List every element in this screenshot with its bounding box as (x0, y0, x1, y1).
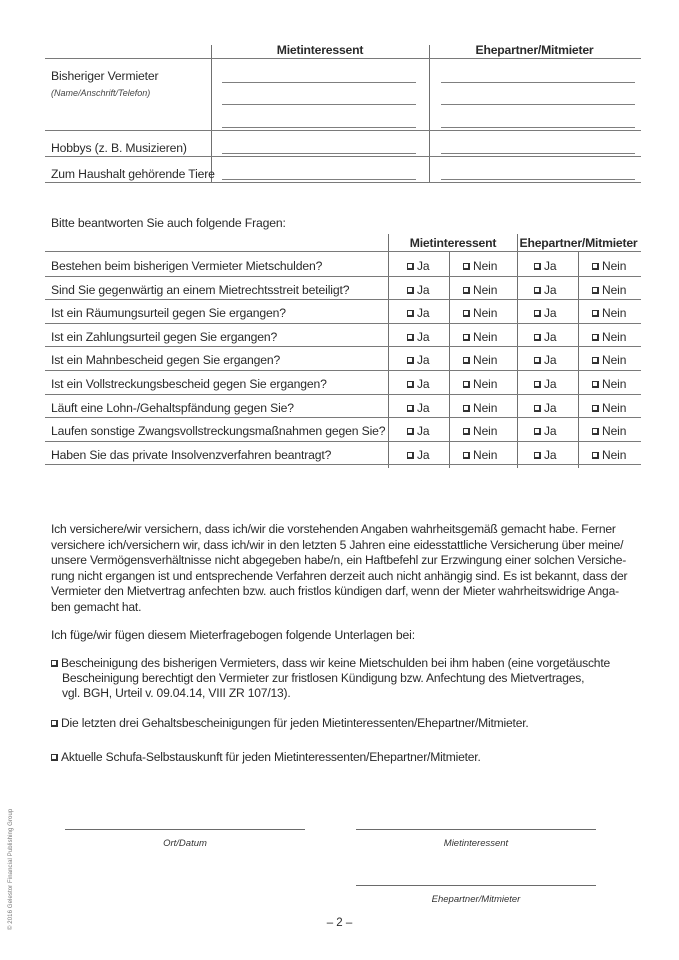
checkbox-icon (407, 310, 414, 317)
checkbox-icon (534, 287, 541, 294)
partner-landlord-field-line-1[interactable] (441, 82, 635, 83)
partner-signature-label: Ehepartner/Mitmieter (431, 894, 521, 905)
checkbox-label: Ja (544, 282, 557, 297)
checkbox-label: Ja (417, 447, 430, 462)
checkbox-icon (407, 452, 414, 459)
attachment-text: Bescheinigung des bisherigen Vermieters, dass wir keine Mietschulden bei ihm haben (eine vorgetäuschte (61, 656, 611, 670)
row-label-previous-landlord: Bisheriger Vermieter (51, 69, 159, 83)
partner-hobbies-field[interactable] (441, 153, 635, 154)
tenant-no-checkbox[interactable] (463, 377, 497, 391)
tenant-no-checkbox[interactable] (463, 424, 497, 438)
checkbox-icon (463, 381, 470, 388)
checkbox-label: Nein (602, 400, 627, 415)
partner-yes-checkbox[interactable] (534, 424, 556, 438)
partner-yes-checkbox[interactable] (534, 306, 556, 320)
tenant-yes-checkbox[interactable] (407, 283, 429, 297)
row-rule (45, 417, 641, 418)
partner-no-checkbox[interactable] (592, 259, 626, 273)
partner-yes-checkbox[interactable] (534, 283, 556, 297)
checkbox-icon (407, 263, 414, 270)
partner-yes-checkbox[interactable] (534, 448, 556, 462)
checkbox-label: Nein (602, 259, 627, 273)
row-rule (45, 276, 641, 277)
partner-yes-checkbox[interactable] (534, 377, 556, 391)
checkbox-icon (592, 405, 599, 412)
checkbox-icon (463, 263, 470, 270)
declaration-line: ben gemacht hat. (51, 599, 142, 614)
tenant-landlord-field-line-3[interactable] (222, 127, 416, 128)
checkbox-label: Nein (602, 447, 627, 462)
question-text: Ist ein Zahlungsurteil gegen Sie ergangen? (51, 329, 278, 344)
checkbox-label: Ja (544, 306, 557, 321)
checkbox-label: Ja (417, 306, 430, 321)
tenant-no-checkbox[interactable] (463, 448, 497, 462)
attachment-text: Bescheinigung berechtigt den Vermieter zur fristlosen Kündigung bzw. Anfechtung des Mietvertrages, (62, 671, 585, 685)
column-divider (429, 45, 430, 183)
place-date-signature-line[interactable] (65, 829, 305, 830)
checkbox-label: Ja (544, 377, 557, 391)
tenant-no-checkbox[interactable] (463, 353, 497, 367)
column-divider (211, 45, 212, 183)
partner-no-checkbox[interactable] (592, 330, 626, 344)
checkbox-icon[interactable] (51, 754, 58, 761)
partner-landlord-field-line-3[interactable] (441, 127, 635, 128)
checkbox-label: Ja (417, 400, 430, 415)
partner-yes-checkbox[interactable] (534, 401, 556, 415)
row-rule (45, 130, 641, 131)
tenant-no-checkbox[interactable] (463, 306, 497, 320)
checkbox-label: Nein (473, 329, 498, 344)
checkbox-icon[interactable] (51, 660, 58, 667)
question-text: Ist ein Mahnbescheid gegen Sie ergangen? (51, 353, 281, 368)
column-header-partner: Ehepartner/Mitmieter (475, 43, 594, 57)
checkbox-icon (592, 381, 599, 388)
attachment-text: Die letzten drei Gehaltsbescheinigungen für jeden Mietinteressenten/Ehepartner/Mitmieter. (61, 716, 529, 730)
question-text: Ist ein Vollstreckungsbescheid gegen Sie ergangen? (51, 377, 327, 391)
tenant-landlord-field-line-2[interactable] (222, 104, 416, 105)
partner-landlord-field-line-2[interactable] (441, 104, 635, 105)
checkbox-icon (407, 428, 414, 435)
question-text: Haben Sie das private Insolvenzverfahren beantragt? (51, 447, 332, 462)
checkbox-icon (463, 428, 470, 435)
checkbox-label: Ja (544, 259, 557, 273)
checkbox-label: Nein (602, 377, 627, 391)
checkbox-label: Nein (602, 353, 627, 368)
column-divider (388, 234, 389, 468)
checkbox-icon (592, 334, 599, 341)
checkbox-icon (407, 405, 414, 412)
row-rule (45, 182, 641, 183)
row-label-hobbies: Hobbys (z. B. Musizieren) (51, 141, 187, 155)
row-rule (45, 464, 641, 465)
checkbox-icon (407, 334, 414, 341)
checkbox-icon (592, 428, 599, 435)
tenant-hobbies-field[interactable] (222, 153, 416, 154)
checkbox-icon (463, 357, 470, 364)
place-date-label: Ort/Datum (163, 838, 207, 849)
column-divider (449, 251, 450, 468)
checkbox-label: Ja (544, 400, 557, 415)
partner-yes-checkbox[interactable] (534, 353, 556, 367)
checkbox-icon (534, 263, 541, 270)
checkbox-label: Nein (473, 447, 498, 462)
declaration-line: rung nicht ergangen ist und entsprechende Verfahren derzeit auch nicht anhängig sind. Es ist bekannt, dass der (51, 568, 628, 583)
tenant-no-checkbox[interactable] (463, 283, 497, 297)
question-column-header-partner: Ehepartner/Mitmieter (519, 236, 638, 250)
declaration-line: Vermieter den Mietvertrag anfechten bzw. auch fristlos kündigen darf, wenn der Mieter wahrheitswidrige Anga- (51, 584, 619, 598)
checkbox-icon (534, 310, 541, 317)
header-rule (45, 58, 641, 59)
partner-no-checkbox[interactable] (592, 401, 626, 415)
checkbox-icon (463, 287, 470, 294)
questions-intro: Bitte beantworten Sie auch folgende Fragen: (51, 216, 286, 230)
checkbox-label: Nein (473, 282, 498, 297)
checkbox-icon (534, 428, 541, 435)
row-rule (45, 441, 641, 442)
question-text: Ist ein Räumungsurteil gegen Sie ergangen? (51, 306, 286, 321)
row-sublabel-previous-landlord: (Name/Anschrift/Telefon) (51, 88, 151, 98)
checkbox-icon (534, 334, 541, 341)
tenant-landlord-field-line-1[interactable] (222, 82, 416, 83)
checkbox-icon (407, 381, 414, 388)
column-divider (578, 251, 579, 468)
partner-no-checkbox[interactable] (592, 306, 626, 320)
checkbox-label: Nein (473, 400, 498, 415)
checkbox-icon (407, 287, 414, 294)
checkbox-icon (534, 452, 541, 459)
checkbox-icon (534, 381, 541, 388)
attachment-text: vgl. BGH, Urteil v. 09.04.14, VIII ZR 107/13). (62, 686, 291, 700)
row-rule (45, 156, 641, 157)
checkbox-icon (407, 357, 414, 364)
row-rule (45, 394, 641, 395)
tenant-no-checkbox[interactable] (463, 401, 497, 415)
tenant-yes-checkbox[interactable] (407, 424, 429, 438)
checkbox-label: Nein (473, 259, 498, 273)
checkbox-label: Ja (417, 282, 430, 297)
partner-no-checkbox[interactable] (592, 448, 626, 462)
declaration-paragraph (51, 522, 651, 615)
partner-yes-checkbox[interactable] (534, 330, 556, 344)
checkbox-label: Nein (473, 424, 498, 439)
checkbox-icon (592, 357, 599, 364)
attachments-intro: Ich füge/wir fügen diesem Mieterfragebogen folgende Unterlagen bei: (51, 628, 415, 642)
partner-no-checkbox[interactable] (592, 353, 626, 367)
tenant-yes-checkbox[interactable] (407, 448, 429, 462)
question-text: Bestehen beim bisherigen Vermieter Mietschulden? (51, 259, 323, 273)
checkbox-icon (463, 405, 470, 412)
declaration-line: Ich versichere/wir versichern, dass ich/wir die vorstehenden Angaben wahrheitsgemäß gemacht habe. Ferner (51, 522, 616, 536)
tenant-yes-checkbox[interactable] (407, 306, 429, 320)
checkbox-icon (592, 263, 599, 270)
checkbox-label: Ja (417, 259, 430, 273)
checkbox-icon[interactable] (51, 720, 58, 727)
tenant-yes-checkbox[interactable] (407, 377, 429, 391)
checkbox-label: Ja (417, 377, 430, 391)
partner-no-checkbox[interactable] (592, 424, 626, 438)
checkbox-label: Nein (602, 306, 627, 321)
row-label-pets: Zum Haushalt gehörende Tiere (51, 167, 215, 181)
tenant-yes-checkbox[interactable] (407, 330, 429, 344)
checkbox-icon (534, 405, 541, 412)
checkbox-label: Nein (473, 377, 498, 391)
tenant-yes-checkbox[interactable] (407, 259, 429, 273)
checkbox-icon (463, 334, 470, 341)
column-header-tenant: Mietinteressent (276, 43, 364, 57)
column-divider (517, 234, 518, 468)
tenant-pets-field[interactable] (222, 179, 416, 180)
tenant-signature-line[interactable] (356, 829, 596, 830)
checkbox-label: Ja (544, 329, 557, 344)
checkbox-label: Ja (544, 424, 557, 439)
page-number: – 2 – (326, 917, 353, 929)
partner-signature-line[interactable] (356, 885, 596, 886)
checkbox-label: Ja (417, 329, 430, 344)
partner-no-checkbox[interactable] (592, 283, 626, 297)
row-rule (45, 299, 641, 300)
checkbox-label: Ja (544, 353, 557, 368)
declaration-line: versichere ich/versichern wir, dass ich/wir in den letzten 5 Jahren eine eidesstattliche Versicherung über meine/ (51, 537, 624, 552)
row-rule (45, 370, 641, 371)
checkbox-label: Nein (602, 424, 627, 439)
partner-pets-field[interactable] (441, 179, 635, 180)
question-text: Läuft eine Lohn-/Gehaltspfändung gegen Sie? (51, 400, 294, 415)
tenant-no-checkbox[interactable] (463, 259, 497, 273)
tenant-yes-checkbox[interactable] (407, 353, 429, 367)
row-rule (45, 346, 641, 347)
checkbox-label: Nein (602, 282, 627, 297)
partner-yes-checkbox[interactable] (534, 259, 556, 273)
question-column-header-tenant: Mietinteressent (409, 236, 497, 250)
checkbox-label: Nein (473, 353, 498, 368)
checkbox-label: Nein (602, 329, 627, 344)
checkbox-icon (463, 452, 470, 459)
checkbox-label: Ja (417, 353, 430, 368)
tenant-signature-label: Mietinteressent (443, 838, 509, 849)
attachment-text: Aktuelle Schufa-Selbstauskunft für jeden Mietinteressenten/Ehepartner/Mitmieter. (61, 750, 481, 764)
checkbox-label: Ja (544, 447, 557, 462)
question-text: Laufen sonstige Zwangsvollstreckungsmaßnahmen gegen Sie? (51, 424, 386, 439)
attachment-item[interactable] (51, 750, 481, 765)
declaration-line: unsere Vermögensverhältnisse nicht abgegeben habe/n, ein Haftbefehl zur Erzwingung einer solchen Versiche- (51, 553, 627, 567)
row-rule (45, 323, 641, 324)
tenant-yes-checkbox[interactable] (407, 401, 429, 415)
header-rule (45, 251, 641, 252)
copyright-notice: © 2016 Gelestor Financial Publishing Group (8, 808, 14, 930)
checkbox-icon (592, 287, 599, 294)
checkbox-icon (592, 452, 599, 459)
checkbox-icon (592, 310, 599, 317)
tenant-no-checkbox[interactable] (463, 330, 497, 344)
checkbox-icon (463, 310, 470, 317)
checkbox-icon (534, 357, 541, 364)
partner-no-checkbox[interactable] (592, 377, 626, 391)
checkbox-label: Nein (473, 306, 498, 321)
attachment-item[interactable] (51, 656, 610, 701)
attachment-item[interactable] (51, 716, 529, 731)
question-text: Sind Sie gegenwärtig an einem Mietrechtsstreit beteiligt? (51, 282, 350, 297)
checkbox-label: Ja (417, 424, 430, 439)
